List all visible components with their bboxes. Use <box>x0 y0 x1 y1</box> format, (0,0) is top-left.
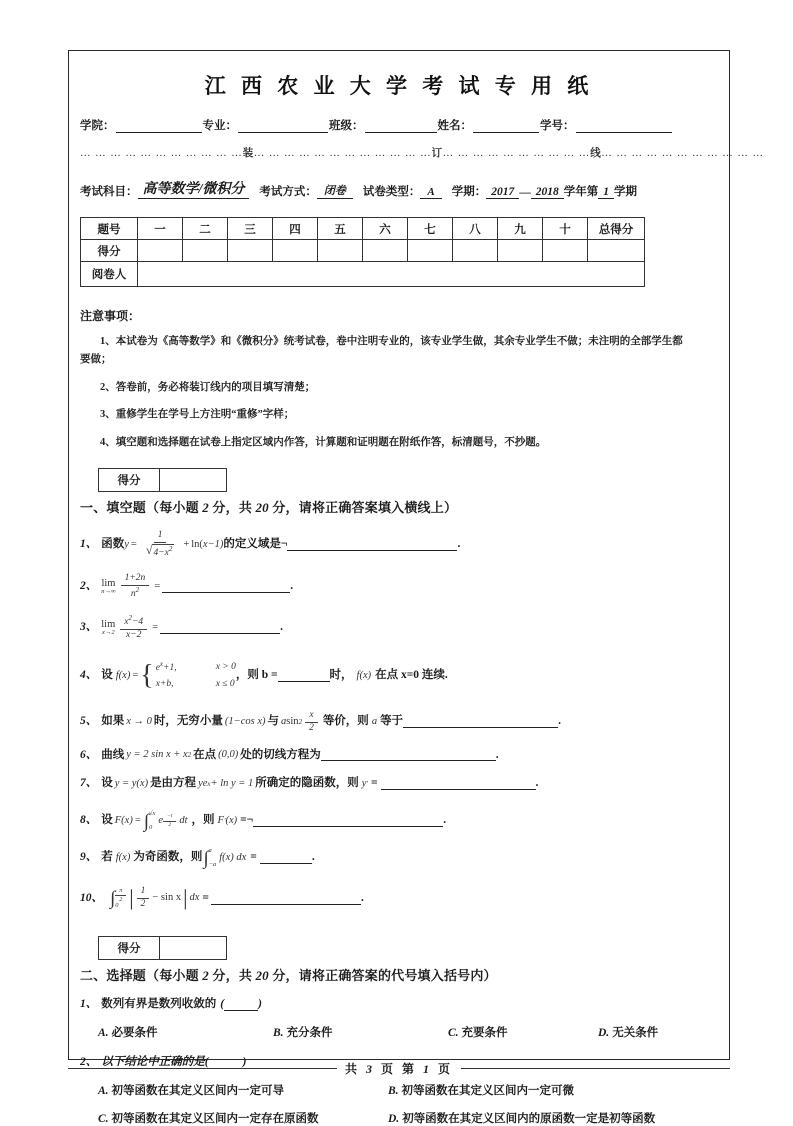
notice-item-4-num: 4、 <box>100 436 116 448</box>
choice-question-1-options <box>80 1024 718 1040</box>
score-cell-7[interactable] <box>408 240 453 262</box>
choice-option-2b[interactable]: B. 初等函数在其定义区间内一定可微 <box>388 1084 575 1097</box>
name-input[interactable] <box>473 121 539 133</box>
choice-question-1-stem: 数列有界是数列收敛的 <box>101 998 217 1011</box>
footer-total-pages: 3 <box>365 1062 375 1076</box>
fill-question-10-period: . <box>360 891 364 904</box>
choice-question-2-paren-close: ) <box>242 1055 247 1068</box>
table-row-grader <box>81 262 645 287</box>
choice-question-2-options-row-2 <box>80 1110 718 1126</box>
class-input[interactable] <box>365 121 437 133</box>
fill-question-1-formula: y = 1 √ $4-x^2$ + ln( x−1) <box>124 529 224 558</box>
section-one-heading <box>80 497 718 516</box>
fill-question-8-period: . <box>443 814 447 827</box>
fill-question-3-period: . <box>280 621 283 634</box>
fill-question-1 <box>80 531 718 559</box>
footer-rule-left <box>68 1068 337 1069</box>
section-two-heading <box>80 965 718 984</box>
fill-question-7-derivative: y ′ <box>361 777 368 789</box>
choice-question-2-stem: 以下结论中正确的是 <box>101 1055 205 1068</box>
fill-question-5-answer-blank[interactable] <box>403 716 558 728</box>
fill-question-9-number: 9、 <box>80 851 98 864</box>
fill-question-7-period: . <box>535 777 539 790</box>
notice-item-3 <box>80 406 718 424</box>
fill-question-5-t3: 与 <box>267 715 280 728</box>
fill-question-2 <box>80 574 718 600</box>
fill-question-5-number: 5、 <box>80 715 98 728</box>
notice-item-1-text: 本试卷为《高等数学》和《微积分》统考试卷，卷中注明专业的，该专业学生做，其余专业学生不做；未注明的全部学生都 <box>115 336 683 347</box>
choice-question-1-paren-close: ) <box>258 998 262 1011</box>
fill-question-9-fx: f(x) <box>115 851 131 863</box>
choice-question-2-options-row-1 <box>80 1082 718 1098</box>
fill-question-6-period: . <box>495 748 499 761</box>
fill-question-4-formula: f(x) = { $e^x+1$, x > 0 x+b, x ≤ 0 <box>115 660 236 692</box>
choice-question-2-paren-open: ( <box>204 1055 209 1068</box>
score-table-row-label-question: 题号 <box>81 218 138 240</box>
table-row-scores <box>81 240 645 262</box>
footer-unit-2: 页 <box>438 1062 454 1076</box>
fill-question-4-prefix: 设 <box>101 668 113 681</box>
major-input[interactable] <box>238 121 328 133</box>
score-box-label-2: 得分 <box>99 937 160 960</box>
fill-question-8-t2: ，则 <box>191 814 215 827</box>
footer-rule-right <box>461 1068 730 1069</box>
fill-question-2-formula: lim n→∞ $\frac{1+2n}{n^2}$ <box>101 574 152 600</box>
fill-question-8-number: 8、 <box>80 814 98 827</box>
notice-item-1-num: 1、 <box>100 336 116 347</box>
score-cell-1[interactable] <box>138 240 183 262</box>
notice-item-2-num: 2、 <box>100 381 116 393</box>
score-col-4: 四 <box>273 218 318 240</box>
table-row-question-numbers <box>81 218 645 240</box>
page-footer <box>68 1060 730 1077</box>
notice-item-3-text: 重修学生在学号上方注明“重修”字样； <box>115 409 295 421</box>
notice-item-1 <box>80 333 718 370</box>
paper-type-value[interactable]: A <box>420 186 441 199</box>
student-id-input[interactable] <box>576 121 672 133</box>
fill-question-1-number: 1、 <box>80 538 98 551</box>
class-label: 班级： <box>329 120 364 132</box>
score-cell-10[interactable] <box>543 240 588 262</box>
fill-question-5-t4: 等价，则 <box>322 715 369 728</box>
fill-question-3-equals: = <box>152 621 159 633</box>
fill-question-10-answer-blank[interactable] <box>211 893 361 905</box>
section-one-heading-prefix: 一、填空题（每小题 <box>80 499 199 515</box>
fill-question-3-formula: lim x→2 $\frac{x^2-4}{x-2}$ <box>101 615 150 641</box>
footer-page-indicator <box>337 1060 461 1077</box>
term-label: 学期： <box>451 186 487 198</box>
score-col-10: 十 <box>543 218 588 240</box>
fill-question-6-number: 6、 <box>80 748 98 761</box>
score-box-label-1: 得分 <box>99 468 160 491</box>
fill-question-3 <box>80 615 718 641</box>
table-row <box>99 468 227 491</box>
fill-question-2-number: 2、 <box>80 580 98 593</box>
fill-question-7-answer-blank[interactable] <box>381 778 536 790</box>
section-two-points: 2 <box>202 968 209 984</box>
fill-question-8-eqneg: =¬ <box>240 814 254 827</box>
choice-option-1d[interactable]: D. 无关条件 <box>598 1026 659 1039</box>
fill-question-4-formula2: f(x) <box>356 669 372 681</box>
fill-question-9-integral: ∫ a −a f(x) dx <box>203 847 247 869</box>
section-two-heading-suffix: 分，请将正确答案的代号填入括号内） <box>272 968 497 984</box>
fill-question-9-period: . <box>311 851 315 864</box>
fill-question-5-period: . <box>558 715 561 728</box>
seal-mark-ding: 订 <box>431 148 443 159</box>
section-one-heading-suffix: 分，请将正确答案填入横线上） <box>272 499 458 515</box>
fill-question-7-equation: ye x + ln y = 1 <box>198 777 254 789</box>
choice-option-2c[interactable]: C. 初等函数在其定义区间内一定存在原函数 <box>98 1112 319 1125</box>
fill-question-4-answer-blank[interactable] <box>278 670 330 682</box>
major-label: 专业： <box>202 120 237 132</box>
fill-question-10-integral: ∫ $\frac{\pi}{2}$ 0 | $\frac{1}{2}$ − sin x | dx <box>110 885 200 911</box>
table-row <box>99 937 227 960</box>
score-col-8: 八 <box>453 218 498 240</box>
fill-question-4-suffix: 在点 x=0 连续. <box>375 668 448 681</box>
footer-mid: 第 <box>402 1062 418 1076</box>
score-box-section-one <box>98 468 227 492</box>
fill-question-8-Fprime: F ′ (x) <box>217 814 238 826</box>
paper-type-label: 试卷类型： <box>362 186 421 198</box>
score-col-5: 五 <box>318 218 363 240</box>
score-cell-total[interactable] <box>588 240 645 262</box>
exam-mode-label: 考试方式： <box>259 186 317 198</box>
fill-question-5-t5: 等于 <box>380 715 404 728</box>
section-one-points: 2 <box>202 499 209 515</box>
fill-question-5-infinitesimal: (1−cos x) <box>224 715 266 727</box>
fill-question-7 <box>80 777 718 791</box>
seal-mark-zhuang: 装 <box>242 148 254 159</box>
fill-question-6-t2: 在点 <box>193 748 217 761</box>
term-mid-label: 学年第 <box>563 186 599 198</box>
fill-question-5-var-a: a <box>371 715 378 727</box>
score-col-2: 二 <box>183 218 228 240</box>
score-cell-4[interactable] <box>273 240 318 262</box>
choice-question-1-answer-blank[interactable] <box>224 999 258 1011</box>
footer-unit-1: 页 <box>380 1062 396 1076</box>
score-cell-2[interactable] <box>183 240 228 262</box>
fill-question-4-mid2: 时， <box>329 668 353 681</box>
fill-question-8-Fx: F(x) <box>114 814 133 826</box>
fill-question-10-number: 10、 <box>80 891 103 904</box>
name-label: 姓名： <box>437 120 472 132</box>
score-table-row-label-score: 得分 <box>81 240 138 262</box>
seal-dots-1: … … … … … … … … … … … <box>80 148 243 159</box>
grader-cell[interactable] <box>138 262 645 287</box>
fill-question-6-t3: 处的切线方程为 <box>240 748 321 761</box>
fill-question-6 <box>80 749 718 763</box>
fill-question-7-t1: 设 <box>101 777 113 790</box>
choice-question-2-number: 2、 <box>80 1055 98 1068</box>
score-box-value-2[interactable] <box>160 937 227 960</box>
choice-option-2d[interactable]: D. 初等函数在其定义区间内的原函数一定是初等函数 <box>388 1112 656 1125</box>
notice-item-4 <box>80 434 718 452</box>
choice-option-1c[interactable]: C. 充要条件 <box>448 1026 508 1039</box>
fill-question-7-number: 7、 <box>80 777 98 790</box>
score-cell-6[interactable] <box>363 240 408 262</box>
fill-question-6-curve: y = 2 sin x + x 2 <box>126 749 192 761</box>
subject-label: 考试科目： <box>80 186 138 198</box>
term-number-value[interactable]: 1 <box>598 186 614 199</box>
fill-question-8-answer-blank[interactable] <box>253 815 443 827</box>
college-input[interactable] <box>116 121 202 133</box>
fill-question-9 <box>80 847 718 869</box>
fill-question-8-t1: 设 <box>101 814 113 827</box>
fill-question-9-t2: 为奇函数，则 <box>133 851 203 864</box>
fill-question-8-equals: = <box>134 814 141 826</box>
fill-question-5-x-to-0: x → 0 <box>126 715 152 727</box>
student-id-label: 学号： <box>540 120 575 132</box>
student-info-row <box>80 117 718 133</box>
fill-question-2-answer-blank[interactable] <box>162 581 290 593</box>
fill-question-5 <box>80 711 718 734</box>
score-col-1: 一 <box>138 218 183 240</box>
seal-mark-xian: 线 <box>590 148 602 159</box>
score-cell-5[interactable] <box>318 240 363 262</box>
fill-question-4-mid: ，则 b = <box>235 668 278 681</box>
exam-mode-value[interactable]: 闭卷 <box>317 182 353 199</box>
subject-info-row <box>80 178 718 199</box>
page-content <box>80 50 764 1125</box>
notice-item-3-num: 3、 <box>100 409 116 421</box>
fill-question-6-t1: 曲线 <box>101 748 125 761</box>
notice-item-1-tail: 要做； <box>80 354 112 366</box>
score-col-3: 三 <box>228 218 273 240</box>
notice-item-4-text: 填空题和选择题在试卷上指定区域内作答，计算题和证明题在附纸作答，标清题号，不抄题。 <box>115 436 547 448</box>
fill-question-7-equals: = <box>370 777 378 790</box>
fill-question-6-point: (0,0) <box>218 749 239 761</box>
choice-question-1-paren-open: ( <box>220 998 225 1011</box>
fill-question-5-asin-term: a sin 2 $\frac{x}{2}$ <box>281 711 321 734</box>
fill-question-10 <box>80 887 718 910</box>
seal-dots-2: … … … … … … … … … … … … <box>253 148 432 159</box>
college-label: 学院： <box>80 120 115 132</box>
seal-dots-3: … … … … … … … … … … <box>442 148 591 159</box>
footer-prefix: 共 <box>344 1062 360 1076</box>
score-col-9: 九 <box>498 218 543 240</box>
notice-item-2-text: 答卷前，务必将装订线内的项目填写清楚； <box>115 381 316 393</box>
section-one-total: 20 <box>255 499 269 515</box>
fill-question-5-t1: 如果 <box>101 715 125 728</box>
fill-question-2-period: . <box>290 580 294 593</box>
seal-dots-4: … … … … … … … … … … … <box>601 148 764 159</box>
score-cell-3[interactable] <box>228 240 273 262</box>
score-col-7: 七 <box>408 218 453 240</box>
choice-question-1 <box>80 998 718 1012</box>
binding-seal-line <box>80 145 764 160</box>
fill-question-8-integral: ∫ √x 0 e $\frac{-t}{2}$ dt <box>143 810 188 832</box>
fill-question-7-yfunc: y = y(x) <box>114 777 149 789</box>
choice-option-2a[interactable]: A. 初等函数在其定义区间内一定可导 <box>98 1084 285 1097</box>
fill-question-3-number: 3、 <box>80 621 98 634</box>
score-box-section-two <box>98 936 227 960</box>
fill-question-9-equals: = <box>250 851 257 864</box>
fill-question-6-answer-blank[interactable] <box>321 749 496 761</box>
choice-option-1b[interactable]: B. 充分条件 <box>273 1026 333 1039</box>
subject-value[interactable]: 高等数学/微积分 <box>138 178 250 199</box>
footer-page-number: 1 <box>423 1062 433 1076</box>
section-two-heading-prefix: 二、选择题（每小题 <box>80 968 199 984</box>
section-one-heading-mid: 分，共 <box>212 499 253 515</box>
choice-option-1a[interactable]: A. 必要条件 <box>98 1026 158 1039</box>
fill-question-1-period: . <box>457 538 461 551</box>
score-cell-9[interactable] <box>498 240 543 262</box>
year-end-value[interactable]: 2018 <box>531 186 564 199</box>
fill-question-7-t3: 所确定的隐函数，则 <box>255 777 359 790</box>
fill-question-3-answer-blank[interactable] <box>160 622 280 634</box>
fill-question-5-t2: 时，无穷小量 <box>153 715 223 728</box>
notice-title: 注意事项： <box>80 309 141 323</box>
year-start-value[interactable]: 2017 <box>486 186 519 199</box>
page-title: 江 西 农 业 大 学 考 试 专 用 纸 <box>204 74 594 98</box>
choice-question-1-number: 1、 <box>80 998 98 1011</box>
score-cell-8[interactable] <box>453 240 498 262</box>
fill-question-10-equals: = <box>202 891 209 904</box>
fill-question-1-prefix: 函数 <box>101 538 125 551</box>
section-two-heading-mid: 分，共 <box>212 968 253 984</box>
term-suffix-label: 学期 <box>613 186 637 198</box>
score-col-6: 六 <box>363 218 408 240</box>
score-table-row-label-grader: 阅卷人 <box>81 262 138 287</box>
notice-item-2 <box>80 379 718 397</box>
section-two-total: 20 <box>255 968 269 984</box>
score-table <box>80 217 645 287</box>
fill-question-9-answer-blank[interactable] <box>260 852 312 864</box>
fill-question-4-number: 4、 <box>80 668 98 681</box>
year-dash: — <box>519 187 531 199</box>
score-col-total: 总得分 <box>588 218 645 240</box>
fill-question-9-t1: 若 <box>101 851 113 864</box>
score-box-value-1[interactable] <box>160 468 227 491</box>
fill-question-1-suffix: 的定义域是¬ <box>223 538 288 551</box>
fill-question-1-answer-blank[interactable] <box>287 539 457 551</box>
fill-question-8 <box>80 810 718 832</box>
fill-question-2-equals: = <box>154 580 161 592</box>
fill-question-4 <box>80 659 718 692</box>
fill-question-7-t2: 是由方程 <box>150 777 197 790</box>
